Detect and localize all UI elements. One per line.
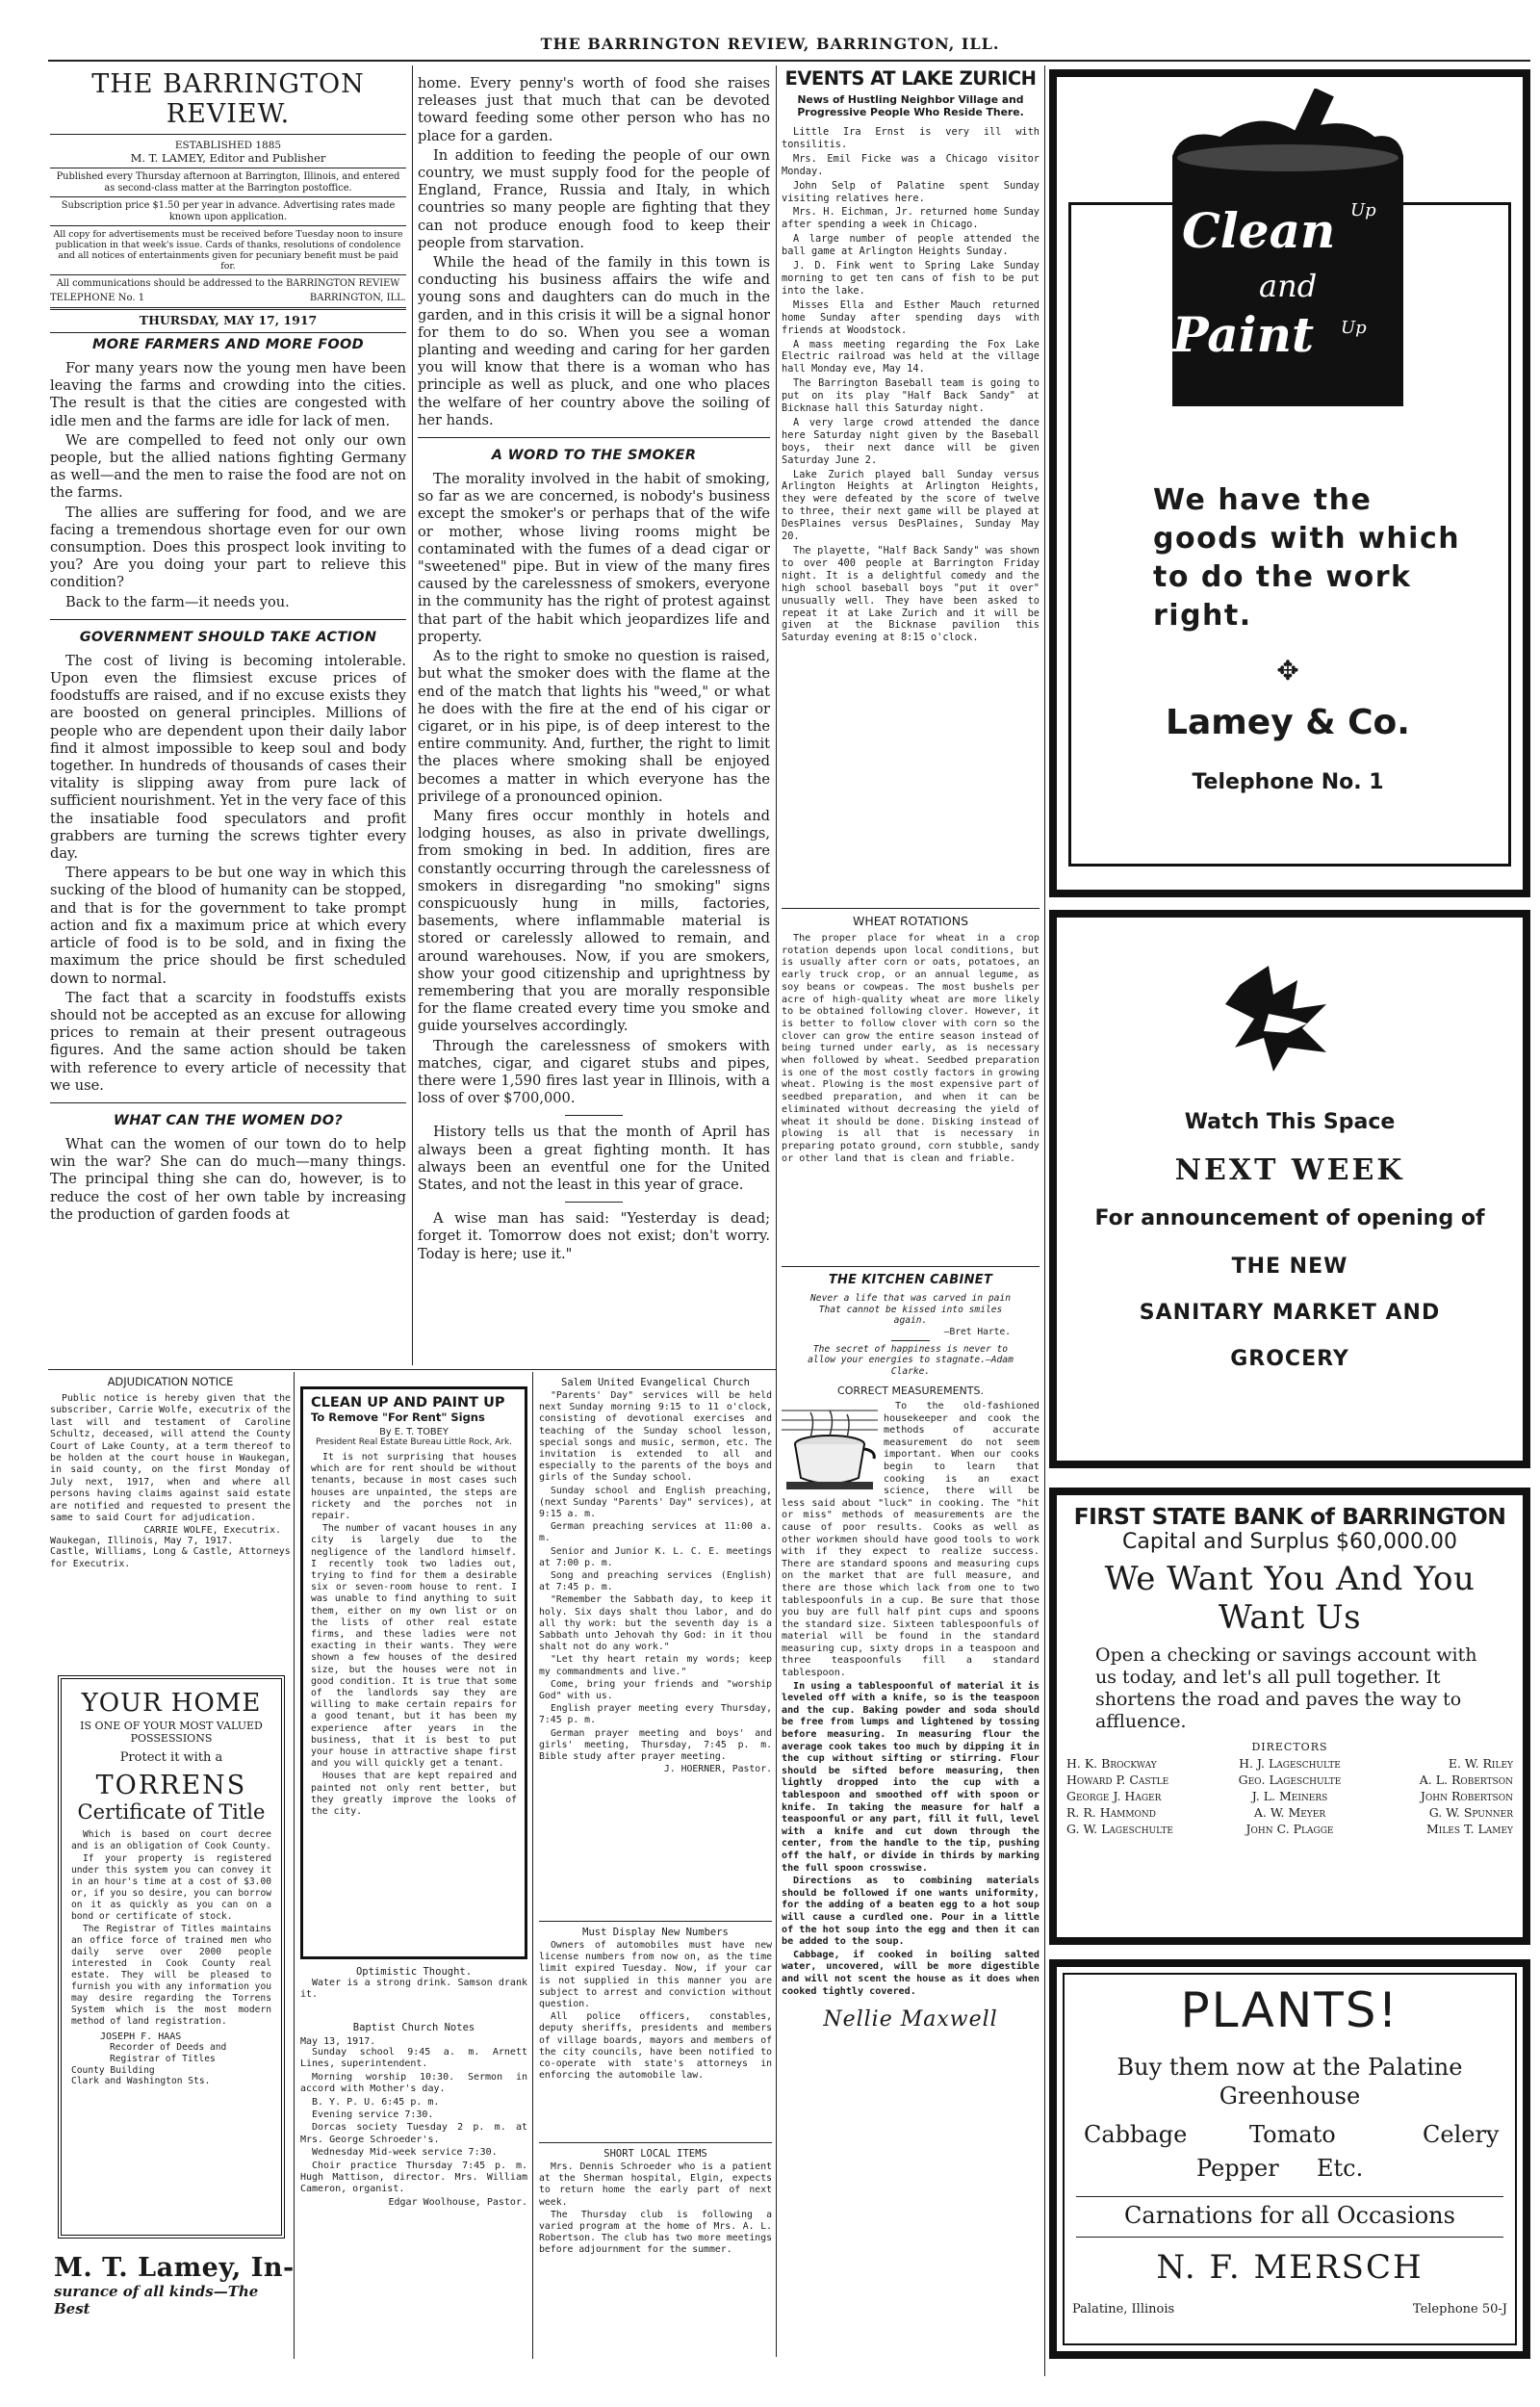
- torrens-name: JOSEPH F. HAAS: [100, 2032, 182, 2042]
- paragraph: We are compelled to feed not only our own people, but the allied nations fighting Germany as well—and the men to raise the food are not on the farms.: [50, 431, 406, 502]
- paragraph: What can the women of our town do to help win the war? She can do much—many things. The principal thing she can do, however, is to reduce the cost of her own table by increasing the production of garden foods at: [50, 1135, 406, 1223]
- paint-up-role: President Real Estate Bureau Little Rock, Ark.: [315, 1437, 513, 1447]
- director-name: G. W. Lageschulte: [1066, 1822, 1173, 1836]
- paint-up-byline: By E. T. TOBEY: [379, 1427, 449, 1437]
- cooking-pot-illustration: [782, 1401, 878, 1492]
- paragraph: The allies are suffering for food, and we are facing a tremendous shortage even for our own consumption. Does this prospect look inviting to you? Are you doing your part to relieve this condition?: [50, 504, 406, 591]
- masthead-address: All communications should be addressed to the BARRINGTON REVIEW: [56, 278, 400, 289]
- paragraph: home. Every penny's worth of food she raises releases just that much that can be devoted toward feeding some other person who has no place for a garden.: [418, 75, 770, 144]
- paragraph: Song and preaching services (English) at 7:45 p. m.: [539, 1570, 772, 1593]
- wheat-title: WHEAT ROTATIONS: [852, 914, 969, 928]
- paragraph: Many fires occur monthly in hotels and lodging houses, as also in private dwellings, from smoking in bed. In addition, fires are constantly occurring through the carelessness of smokers in disregarding "no smoking" signs conspicuously hung in mills, factories, basements, where inflammable material is stored or carelessly allowed to remain, and around warehouses. Now, if you are smokers, show your good citizenship and uprightness by remembering that you are morally responsible for the flame created every time you smoke and guide yourselves accordingly.: [418, 807, 770, 1035]
- lamey-insurance-line2: surance of all kinds—The Best: [54, 2283, 259, 2317]
- can-text-up-2: Up: [1341, 318, 1367, 338]
- plants-line-1: Buy them now at the Palatine: [1116, 2054, 1463, 2081]
- masthead-place: BARRINGTON, ILL.: [309, 292, 406, 303]
- adjudication-place: Waukegan, Illinois, May 7, 1917.: [50, 1536, 234, 1547]
- lamey-insurance: [54, 2253, 295, 2320]
- editorial-bottom-rule: [48, 1369, 776, 1370]
- bank-headline-1: We Want You And You: [1104, 1560, 1476, 1598]
- list-item: Little Ira Ernst is very ill with tonsilitis.: [782, 126, 1040, 150]
- lamey-insurance-line1: M. T. Lamey, In-: [54, 2253, 295, 2283]
- plants-phone: Telephone 50-J: [1412, 2302, 1507, 2316]
- numbers-title: Must Display New Numbers: [582, 1927, 729, 1938]
- lake-zurich-title: EVENTS AT LAKE ZURICH: [784, 67, 1037, 90]
- paragraph: "Let thy heart retain my words; keep my commandments and live.": [539, 1654, 772, 1677]
- plants-firm: N. F. MERSCH: [1156, 2248, 1424, 2287]
- market-line-5: SANITARY MARKET AND: [1139, 1301, 1441, 1325]
- market-line-3: For announcement of opening of: [1094, 1206, 1485, 1230]
- list-item: John Selp of Palatine spent Sunday visiting relatives here.: [782, 179, 1040, 204]
- paragraph: To the old-fashioned housekeeper and cook the methods of accurate measurement do not seem important. When our cooks begin to learn that cooking is an exact science, there will be less said about "luck" in cooking. The "hit or miss" methods of measurements are the cause of poor results. Cooks as well as other workmen should have good tools to work with if they expect to realize success. There are standard spoons and measuring cups on the market that are full measure, and there are those which lack from one to two tablespoonfuls in a cup. Be sure that those you buy are full half pint cups and spoons the standard size. Sixteen tablespoonfuls of material will be found in the standard measuring cup, sixty drops in a teaspoon and three teaspoonfuls fill a standard tablespoon.: [782, 1401, 1040, 1679]
- paragraph: English prayer meeting every Thursday, 7:45 p. m.: [539, 1703, 772, 1726]
- headline-government: GOVERNMENT SHOULD TAKE ACTION: [79, 629, 377, 645]
- headline-smoker: A WORD TO THE SMOKER: [491, 448, 697, 464]
- editorial-column-2: [418, 75, 770, 1365]
- bank-directors-label: DIRECTORS: [1251, 1741, 1328, 1753]
- masthead-editor: M. T. LAMEY, Editor and Publisher: [130, 151, 326, 165]
- baptist-notes: [300, 2022, 527, 2349]
- issue-date: THURSDAY, MAY 17, 1917: [139, 312, 318, 327]
- masthead-subscription: Subscription price $1.50 per year in advance. Advertising rates made known upon application.: [61, 200, 396, 222]
- plants-veg-1: Cabbage: [1084, 2121, 1188, 2148]
- paragraph: There appears to be but one way in which this sucking of the blood of humanity can be stopped, and that is for the government to take prompt action and fix a maximum price at which every article of food is to be sold, and in fixing the maximum the price should be first scheduled down to normal.: [50, 865, 406, 987]
- director-name: E. W. Riley: [1448, 1756, 1513, 1771]
- list-item: Morning worship 10:30. Sermon in accord with Mother's day.: [300, 2071, 527, 2095]
- director-name: J. L. Meiners: [1251, 1789, 1328, 1803]
- short-local-items: [539, 2137, 772, 2349]
- baptist-lines: [300, 2047, 527, 2196]
- kitchen-signature: Nellie Maxwell: [823, 2007, 998, 2032]
- adjudication-title: ADJUDICATION NOTICE: [107, 1375, 234, 1388]
- list-item: B. Y. P. U. 6:45 p. m.: [312, 2096, 440, 2108]
- plants-place: Palatine, Illinois: [1072, 2302, 1175, 2316]
- paragraph: Directions as to combining materials should be followed if one wants uniformity, for the adding of a beaten egg to a hot soup will cause a curdled one. Pour in a little of the hot soup into the egg and then it can be added to the soup.: [782, 1876, 1040, 1948]
- paragraph: For many years now the young men have been leaving the farms and crowding into the cities. The result is that the cities are congested with idle men and the farms are idle for lack of men.: [50, 360, 406, 429]
- plants-veg-2: Tomato: [1249, 2121, 1336, 2148]
- list-item: Misses Ella and Esther Mauch returned home Sunday after spending days with friends at Woodstock.: [782, 298, 1040, 336]
- market-line-2: NEXT WEEK: [1174, 1153, 1405, 1187]
- editorial-column-1: [50, 327, 406, 1367]
- paragraph: Houses that are kept repaired and painted not only rent better, but they greatly improve the looks of the city.: [311, 1771, 517, 1818]
- bank-title: FIRST STATE BANK of BARRINGTON: [1073, 1503, 1506, 1530]
- paragraph: Through the carelessness of smokers with matches, cigar, and cigaret stubs and pipes, there were 1,590 fires last year in Illinois, with a loss of over $700,000.: [418, 1037, 770, 1107]
- paragraph: The cost of living is becoming intolerable. Upon even the flimsiest excuse prices of foodstuffs are raised, and if no excuse exists they are boosted on general principles. Millions of people who are dependent upon their daily labor find it almost impossible to keep soul and body together. In hundreds of thousands of cases their vitality is slipping away from pure lack of sufficient nourishment. Yet in the very face of this the insatiable food speculators and profit grabbers are turning the screws tighter every day.: [50, 652, 406, 863]
- clean-up-paint-ad: [1049, 69, 1530, 897]
- list-item: J. D. Fink went to Spring Lake Sunday morning to get ten cans of fish to be put into the lake.: [782, 260, 1040, 297]
- paragraph: "Parents' Day" services will be held next Sunday morning 9:15 to 11 o'clock, consisting of devotional exercises and teaching of the Sunday school lesson, special songs and music, sermon, etc. The invitation is extended to all and especially to the parents of the boys and girls of the Sunday school.: [539, 1390, 772, 1484]
- paragraph: Public notice is hereby given that the subscriber, Carrie Wolfe, executrix of the last will and testament of Caroline Schultz, deceased, will attend the County Court of Lake County, at a term thereof to be holden at the court house in Waukegan, in said county, on the first Monday of July next, 1917, when and where all persons having claims against said estate are notified and requested to present the same to said Court for adjudication.: [50, 1393, 291, 1524]
- salem-title: Salem United Evangelical Church: [561, 1377, 750, 1388]
- headline-more-farmers: MORE FARMERS AND MORE FOOD: [92, 337, 364, 352]
- can-text-paint: Paint: [1172, 306, 1315, 363]
- paragraph: Senior and Junior K. L. C. E. meetings at 7:00 p. m.: [539, 1545, 772, 1568]
- kitchen-subtitle: CORRECT MEASUREMENTS.: [837, 1385, 984, 1397]
- list-item: Wednesday Mid-week service 7:30.: [312, 2147, 498, 2159]
- table-row: [1066, 1804, 1513, 1821]
- can-text-and: and: [1259, 268, 1318, 304]
- paragraph: The morality involved in the habit of smoking, so far as we are concerned, is nobody's business except the smoker's or perhaps that of the wife or mother, whose living rooms might be contaminated with the fumes of a dead cigar or "sweetened" pipe. But in view of the many fires caused by the carelessness of smokers, everyone in the community has the right of protest against that part of the habit which jeopardizes life and property.: [418, 471, 770, 645]
- must-display-numbers: [539, 1916, 772, 2133]
- kitchen-cabinet: [782, 1261, 1040, 2359]
- director-name: A. W. Meyer: [1253, 1805, 1326, 1820]
- paint-up-title: CLEAN UP AND PAINT UP: [311, 1395, 505, 1411]
- adjudication-attorneys: Castle, Williams, Long & Castle, Attorneys for Executrix.: [50, 1546, 291, 1569]
- paragraph: The number of vacant houses in any city is largely due to the negligence of the landlord himself. I recently took two ladies out, trying to find for them a desirable six or seven-room house to rent. I was unable to find anything to suit them, either on my own list or on the lists of other real estate firms, and these ladies were not exacting in their wants. They were shown a few houses of the desired size, but the houses were not in good condition. It is true that some of the landlords say they are willing to make certain repairs for a good tenant, but it has been my experience after years in the business, that it is best to put your house in attractive shape first and you will quickly get a tenant.: [311, 1523, 517, 1770]
- can-text-up-1: Up: [1350, 200, 1376, 220]
- adjudication-notice: [50, 1375, 291, 1664]
- optimistic-thought: [300, 1966, 527, 2019]
- wheat-section: [782, 903, 1040, 1298]
- baptist-date: May 13, 1917.: [300, 2036, 376, 2047]
- pointing-hand-icon: [1220, 956, 1346, 1081]
- list-item: A very large crowd attended the dance here Saturday night given by the Baseball boys, their next dance will be given Saturday June 2.: [782, 416, 1040, 466]
- paragraph: If your property is registered under this system you can convey it in an hour's time at a cost of $3.00 or, if you so desire, you can borrow on it as quickly as you can on a bond or certificate of stock.: [71, 1853, 271, 1922]
- paragraph: Come, bring your friends and "worship God" with us.: [539, 1678, 772, 1702]
- director-name: G. W. Spunner: [1428, 1805, 1513, 1820]
- torrens-role: Recorder of Deeds and Registrar of Titles: [110, 2042, 227, 2064]
- bank-capital: Capital and Surplus $60,000.00: [1122, 1530, 1457, 1554]
- director-name: John Robertson: [1420, 1789, 1513, 1803]
- director-name: Howard P. Castle: [1066, 1773, 1169, 1787]
- list-item: Sunday school 9:45 a. m. Arnett Lines, superintendent.: [300, 2047, 527, 2070]
- paragraph: Sunday school and English preaching, (next Sunday "Parents' Day" services), at 9:15 a. m.: [539, 1485, 772, 1520]
- paint-up-subtitle: To Remove "For Rent" Signs: [311, 1411, 485, 1424]
- masthead: [50, 69, 406, 338]
- paragraph: History tells us that the month of April has always been a great fighting month. It has always been an eventful one for the United States, and not the least in this year of grace.: [418, 1124, 770, 1193]
- list-item: Mrs. Emil Ficke was a Chicago visitor Monday.: [782, 152, 1040, 177]
- paragraph: Water is a strong drink. Samson drank it.: [300, 1978, 527, 2001]
- col-divider-lower-2: [532, 1372, 533, 2359]
- paragraph: Which is based on court decree and is an obligation of Cook County.: [71, 1829, 271, 1851]
- paragraph: In addition to feeding the people of our own country, we must supply food for the people of England, France, Russia and Italy, in which countries so many people are fighting that they can not produce enough food to keep their people from starvation.: [418, 146, 770, 251]
- paint-up-article: [300, 1386, 527, 1959]
- paragraph: The Registrar of Titles maintains an office force of trained men who daily serve over 2000 people interested in Cook County real estate. They will be pleased to furnish you with any information you may desire regarding the Torrens System which is the most modern method of land registration.: [71, 1924, 271, 2027]
- paragraph: "Remember the Sabbath day, to keep it holy. Six days shalt thou labor, and do all thy work: but the seventh day is a Sabbath unto Jehovah thy God: in it thou shalt not do any work.": [539, 1594, 772, 1653]
- list-item: Evening service 7:30.: [312, 2109, 434, 2121]
- torrens-h4: TORRENS: [95, 1771, 247, 1800]
- torrens-building: County Building: [71, 2065, 155, 2076]
- paragraph: A wise man has said: "Yesterday is dead; forget it. Tomorrow does not exist; don't worry. Today is here; use it.": [418, 1210, 770, 1262]
- list-item: The Barrington Baseball team is going to put on its play "Half Back Sandy" at Bicknase hall this Saturday night.: [782, 377, 1040, 415]
- director-name: H. J. Lageschulte: [1239, 1756, 1341, 1771]
- director-name: Miles T. Lamey: [1425, 1822, 1513, 1836]
- paragraph: In using a tablespoonful of material it is leveled off with a knife, so is the teaspoon and the cup. Baking powder and soda should be free from lumps and lightened by tossing before measuring. In measuring flour the average cook takes too much by dipping it in the cup without sifting or stirring. Flour should be sifted before measuring, then lightly dropped into the cup with a tablespoon and smoothed off with spoon or knife. In taking the measure for half a teaspoonful or any part, fill it full, level with a knife and cut down through the center, from the handle to the tip, pushing off the half, or divide in thirds by marking the full spoon crosswise.: [782, 1680, 1040, 1874]
- list-item: Lake Zurich played ball Sunday versus Arlington Heights at Arlington Heights, they were defeated by the score of twelve to three, their next game will be played at DesPlaines versus DesPlaines, Sunday May 20.: [782, 468, 1040, 543]
- masthead-telephone: TELEPHONE No. 1: [50, 292, 145, 303]
- kitchen-title: THE KITCHEN CABINET: [828, 1273, 993, 1287]
- paragraph: The Thursday club is following a varied program at the home of Mrs. A. L. Robertson. The club has two more meetings before adjournment for the summer.: [539, 2209, 772, 2256]
- plants-title: PLANTS!: [1180, 1982, 1399, 2038]
- list-item: The playette, "Half Back Sandy" was shown to over 400 people at Barrington Friday night. It is a delightful comedy and the high school baseball boys "put it over" unusually well. They have been asked to repeat it at Lake Zurich and it will be given at the Bicknase pavilion this Saturday evening at 8:15 o'clock.: [782, 545, 1040, 644]
- table-row: [1066, 1788, 1513, 1804]
- plants-veg-3: Celery: [1423, 2121, 1500, 2148]
- paragraph: All police officers, constables, deputy sheriffs, presidents and members of village boards, mayors and members of the city councils, have been notified to co-operate with state's attorneys in enforcing the automobile law.: [539, 2011, 772, 2082]
- first-state-bank-ad: [1049, 1488, 1530, 1945]
- torrens-h3: Protect it with a: [119, 1750, 223, 1765]
- paragraph: The fact that a scarcity in foodstuffs exists should not be accepted as an excuse for allowing prices to remain at their present outrageous figures. And the same action should be taken with reference to every article of necessity that we use.: [50, 989, 406, 1094]
- director-name: R. R. Hammond: [1066, 1805, 1157, 1820]
- market-line-6: GROCERY: [1230, 1347, 1349, 1371]
- salem-pastor: J. HOERNER, Pastor.: [663, 1764, 772, 1775]
- plants-veg-4: Pepper: [1196, 2155, 1279, 2182]
- paragraph: While the head of the family in this town is conducting his business affairs the wife and young sons and daughters can do much in the garden, and in this crisis it will be a signal honor for them to do so. When you see a woman planting and weeding and caring for her garden you will know that there is a woman who has principle as well as pluck, and one who places the welfare of her country above the soiling of her hands.: [418, 254, 770, 428]
- sanitary-market-ad: [1049, 910, 1530, 1468]
- plants-line-2: Greenhouse: [1219, 2083, 1361, 2109]
- market-line-1: Watch This Space: [1184, 1110, 1396, 1134]
- paragraph: As to the right to smoke no question is raised, but what the smoker does with the flame at the end of the match that lights his "weed," or what he does with the fire at the end of his cigar or cigaret, or in his pipe, is of deep interest to the entire community. And, further, the right to limit the places where smoking shall be enjoyed becomes a matter in which everyone has the privilege of a pronounced opinion.: [418, 648, 770, 805]
- paragraph: Owners of automobiles must have new license numbers from now on, as the time limit expired Tuesday. Now, if your car is not supplied in this manner you are subject to arrest and conviction without question.: [539, 1940, 772, 2010]
- bank-headline-2: Want Us: [1218, 1598, 1362, 1637]
- torrens-h5: Certificate of Title: [77, 1800, 266, 1824]
- table-row: [1066, 1821, 1513, 1837]
- paragraph: The proper place for wheat in a crop rotation depends upon local conditions, but is usually after corn or oats, potatoes, an early truck crop, or an annual legume, as soy beans or cowpeas. The most bushels per acre of high-quality wheat are more likely to be obtained following clover. However, it is better to follow clover with corn so the clover can grow the entire season instead of being turned under early, as is necessary when followed by wheat. Seedbed preparation is one of the most costly factors in growing wheat. Plowing is the most expensive part of seedbed preparation, and when it can be eliminated without decreasing the yield of wheat it should be done. Disking instead of plowing is all that is necessary in preparing potato ground, corn stubble, sandy or other land that is clean and friable.: [782, 933, 1040, 1164]
- col-divider-1: [412, 65, 413, 1365]
- market-line-4: THE NEW: [1231, 1255, 1348, 1279]
- lake-zurich-items: [782, 126, 1040, 644]
- col-divider-lower-1: [294, 1372, 295, 2359]
- masthead-established: ESTABLISHED 1885: [174, 140, 282, 151]
- director-name: A. L. Robertson: [1419, 1773, 1513, 1787]
- torrens-h1: YOUR HOME: [81, 1689, 262, 1718]
- kitchen-quote-2: The secret of happiness is never to allow your energies to stagnate.—Adam Clarke.: [808, 1343, 1014, 1377]
- short-local-title: SHORT LOCAL ITEMS: [603, 2148, 707, 2160]
- list-item: Dorcas society Tuesday 2 p. m. at Mrs. George Schroeder's.: [300, 2122, 527, 2145]
- masthead-published: Published every Thursday afternoon at Barrington, Illinois, and entered as second-class matter at the Barrington postoffice.: [56, 171, 400, 194]
- paragraph: It is not surprising that houses which are for rent should be without tenants, because in most cases such houses are unpainted, the steps are rickety and the porches not in repair.: [311, 1452, 517, 1522]
- plants-ad: [1049, 1959, 1530, 2359]
- table-row: [1066, 1772, 1513, 1788]
- paragraph: German preaching services at 11:00 a. m.: [539, 1521, 772, 1544]
- col-divider-2: [776, 65, 777, 2357]
- director-name: Geo. Lageschulte: [1238, 1773, 1342, 1787]
- cleanup-firm: Lamey & Co.: [1166, 703, 1410, 742]
- list-item: Mrs. H. Eichman, Jr. returned home Sunday after spending a week in Chicago.: [782, 206, 1040, 231]
- paragraph: Mrs. Dennis Schroeder who is a patient at the Sherman hospital, Elgin, expects to return home the early part of next week.: [539, 2161, 772, 2208]
- plants-carnations: Carnations for all Occasions: [1124, 2202, 1455, 2229]
- bank-directors: [1066, 1755, 1513, 1837]
- torrens-address: Clark and Washington Sts.: [71, 2076, 211, 2086]
- table-row: [1066, 1755, 1513, 1772]
- torrens-h2: IS ONE OF YOUR MOST VALUED POSSESSIONS: [80, 1720, 263, 1745]
- lake-zurich-subtitle: News of Hustling Neighbor Village and Progressive People Who Reside There.: [797, 93, 1024, 118]
- cleanup-phone: Telephone No. 1: [1192, 770, 1384, 794]
- cleanup-body: We have the goods with which to do the work right.: [1153, 483, 1461, 633]
- baptist-pastor: Edgar Woolhouse, Pastor.: [388, 2196, 527, 2208]
- director-name: H. K. Brockway: [1066, 1756, 1157, 1771]
- list-item: A large number of people attended the ball game at Arlington Heights Sunday.: [782, 233, 1040, 258]
- adjudication-sign: CARRIE WOLFE, Executrix.: [143, 1525, 281, 1537]
- kitchen-quote-1: Never a life that was carved in pain That cannot be kissed into smiles again.: [810, 1293, 1011, 1326]
- director-name: John C. Plagge: [1245, 1822, 1334, 1836]
- salem-church: [539, 1377, 772, 1911]
- lake-zurich-section: [782, 67, 1040, 915]
- list-item: A mass meeting regarding the Fox Lake Electric railroad was held at the village hall Monday eve, May 14.: [782, 338, 1040, 375]
- paragraph: Cabbage, if cooked in boiling salted water, uncovered, will be more digestible and will not scent the house as it does when cooked tightly covered.: [782, 1949, 1040, 1997]
- can-text-clean: Clean: [1182, 202, 1336, 259]
- header-rule: [48, 60, 1530, 62]
- list-item: Choir practice Thursday 7:45 p. m. Hugh Mattison, director. Mrs. William Cameron, organist.: [300, 2160, 527, 2195]
- optimistic-title: Optimistic Thought.: [355, 1966, 473, 1978]
- bank-body: Open a checking or savings account with us today, and let's all pull together. It shortens the road and paves the way to affluence.: [1095, 1644, 1477, 1732]
- running-header: THE BARRINGTON REVIEW, BARRINGTON, ILL.: [540, 35, 1000, 53]
- paragraph: Back to the farm—it needs you.: [65, 593, 290, 610]
- col-divider-3: [1044, 65, 1045, 2376]
- torrens-ad: [58, 1675, 285, 2239]
- masthead-copy-notice: All copy for advertisements must be received before Tuesday noon to insure publication in that week's issue. Cards of thanks, resolutions of condolence and all notices of entertainments given for pecuniary benefit must be paid for.: [53, 229, 403, 272]
- director-name: George J. Hager: [1066, 1789, 1162, 1803]
- baptist-title: Baptist Church Notes: [352, 2022, 475, 2033]
- plants-veg-5: Etc.: [1317, 2155, 1364, 2182]
- masthead-title: THE BARRINGTON REVIEW.: [91, 69, 365, 129]
- kitchen-quote-1-attr: —Bret Harte.: [943, 1326, 1011, 1337]
- headline-women: WHAT CAN THE WOMEN DO?: [113, 1112, 344, 1128]
- ornament-icon: ✥: [1276, 655, 1299, 686]
- paragraph: German prayer meeting and boys' and girls' meeting, Thursday, 7:45 p. m. Bible study after prayer meeting.: [539, 1727, 772, 1763]
